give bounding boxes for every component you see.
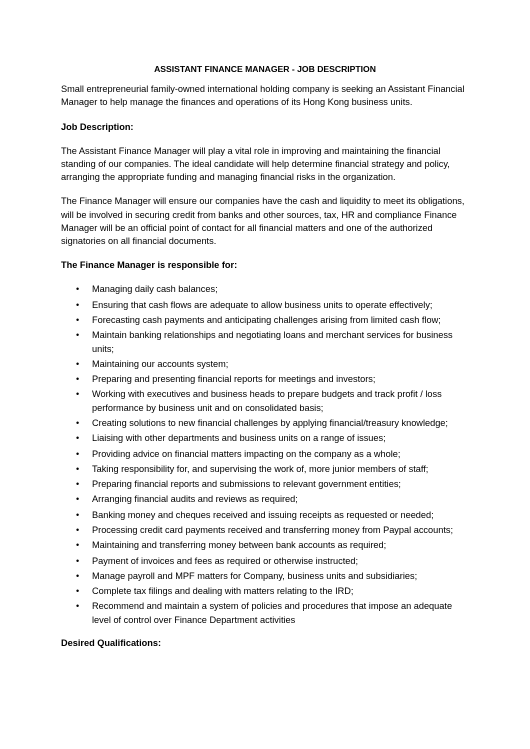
responsibility-text: Taking responsibility for, and supervising the work of, more junior members of staff; bbox=[92, 463, 429, 474]
responsibility-item bbox=[61, 329, 469, 355]
responsibility-item bbox=[61, 585, 469, 598]
responsibilities-list bbox=[61, 283, 469, 626]
responsibility-item bbox=[61, 388, 469, 414]
responsibility-item bbox=[61, 555, 469, 568]
responsibility-item bbox=[61, 539, 469, 552]
responsibility-text: Working with executives and business heads to prepare budgets and track profit / loss performance by business unit and on consolidated basis; bbox=[92, 389, 442, 413]
qualifications-heading: Desired Qualifications: bbox=[61, 637, 162, 648]
bullet-icon: • bbox=[76, 284, 80, 295]
responsibility-text: Preparing and presenting financial reports for meetings and investors; bbox=[92, 374, 376, 385]
bullet-icon: • bbox=[76, 417, 80, 428]
bullet-icon: • bbox=[76, 374, 80, 385]
responsibility-text: Creating solutions to new financial challenges by applying financial/treasury knowledge; bbox=[92, 417, 448, 428]
bullet-icon: • bbox=[76, 509, 80, 520]
responsibility-item bbox=[61, 600, 469, 626]
responsibility-item bbox=[61, 432, 469, 445]
responsibility-text: Arranging financial audits and reviews as required; bbox=[92, 494, 298, 505]
intro-paragraph: Small entrepreneurial family-owned international holding company is seeking an Assistant Financial Manager to help manage the finances and operations of its Hong Kong business units. bbox=[61, 84, 465, 108]
job-description-heading: Job Description: bbox=[61, 121, 134, 132]
responsibility-text: Processing credit card payments received and transferring money from Paypal accounts; bbox=[92, 525, 454, 535]
responsibility-text: Maintain banking relationships and negotiating loans and merchant services for business units; bbox=[92, 330, 453, 354]
document-body bbox=[61, 63, 469, 661]
responsibility-text: Manage payroll and MPF matters for Company, business units and subsidiaries; bbox=[92, 570, 418, 581]
bullet-icon: • bbox=[76, 494, 80, 505]
bullet-icon: • bbox=[76, 358, 80, 369]
responsibility-item bbox=[61, 358, 469, 371]
responsibility-item bbox=[61, 524, 469, 537]
responsibility-item bbox=[61, 283, 469, 296]
bullet-icon: • bbox=[76, 448, 80, 459]
bullet-icon: • bbox=[76, 555, 80, 566]
responsibility-text: Maintaining and transferring money between bank accounts as required; bbox=[92, 540, 387, 551]
job-description-paragraph-2: The Finance Manager will ensure our companies have the cash and liquidity to meet its obligations, will be involved in securing credit from banks and other sources, tax, HR and compliance Finance Manager will be an official point of contact for all financial matters and one of the authorized signatories on all financial documents. bbox=[61, 196, 465, 247]
bullet-icon: • bbox=[76, 463, 80, 474]
responsibility-item bbox=[61, 373, 469, 386]
responsibility-item bbox=[61, 493, 469, 506]
responsibility-item bbox=[61, 417, 469, 430]
bullet-icon: • bbox=[76, 479, 80, 490]
responsibility-item bbox=[61, 314, 469, 327]
responsibility-text: Recommend and maintain a system of policies and procedures that impose an adequate level of control over Finance Department activities bbox=[92, 601, 453, 625]
responsibility-item bbox=[61, 463, 469, 476]
responsibility-text: Banking money and cheques received and issuing receipts as requested or needed; bbox=[92, 509, 434, 520]
responsibility-text: Forecasting cash payments and anticipating challenges arising from limited cash flow; bbox=[92, 315, 441, 326]
responsibility-text: Ensuring that cash flows are adequate to allow business units to operate effectively; bbox=[92, 299, 433, 310]
bullet-icon: • bbox=[76, 433, 80, 444]
responsibility-text: Payment of invoices and fees as required or otherwise instructed; bbox=[92, 555, 359, 566]
bullet-icon: • bbox=[76, 330, 80, 341]
responsibility-text: Complete tax filings and dealing with matters relating to the IRD; bbox=[92, 586, 354, 597]
responsibility-item bbox=[61, 299, 469, 312]
responsibilities-heading: The Finance Manager is responsible for: bbox=[61, 260, 238, 271]
responsibility-item bbox=[61, 478, 469, 491]
responsibility-text: Preparing financial reports and submissions to relevant government entities; bbox=[92, 479, 401, 490]
bullet-icon: • bbox=[76, 389, 80, 400]
responsibility-text: Providing advice on financial matters impacting on the company as a whole; bbox=[92, 448, 401, 459]
responsibility-item bbox=[61, 448, 469, 461]
responsibility-item bbox=[61, 509, 469, 522]
bullet-icon: • bbox=[76, 299, 80, 310]
bullet-icon: • bbox=[76, 540, 80, 551]
bullet-icon: • bbox=[76, 315, 80, 326]
responsibility-item bbox=[61, 570, 469, 583]
bullet-icon: • bbox=[76, 586, 80, 597]
responsibility-text: Maintaining our accounts system; bbox=[92, 358, 229, 369]
bullet-icon: • bbox=[76, 601, 80, 612]
job-description-paragraph-1: The Assistant Finance Manager will play a vital role in improving and maintaining the financial standing of our companies. The ideal candidate will help determine financial strategy and policy, arranging the appropriate funding and managing financial risks in the organization. bbox=[61, 145, 450, 183]
bullet-icon: • bbox=[76, 570, 80, 581]
responsibility-text: Managing daily cash balances; bbox=[92, 284, 218, 295]
bullet-icon: • bbox=[76, 525, 80, 535]
document-title: ASSISTANT FINANCE MANAGER - JOB DESCRIPTION bbox=[154, 64, 376, 74]
responsibility-text: Liaising with other departments and business units on a range of issues; bbox=[92, 433, 386, 444]
